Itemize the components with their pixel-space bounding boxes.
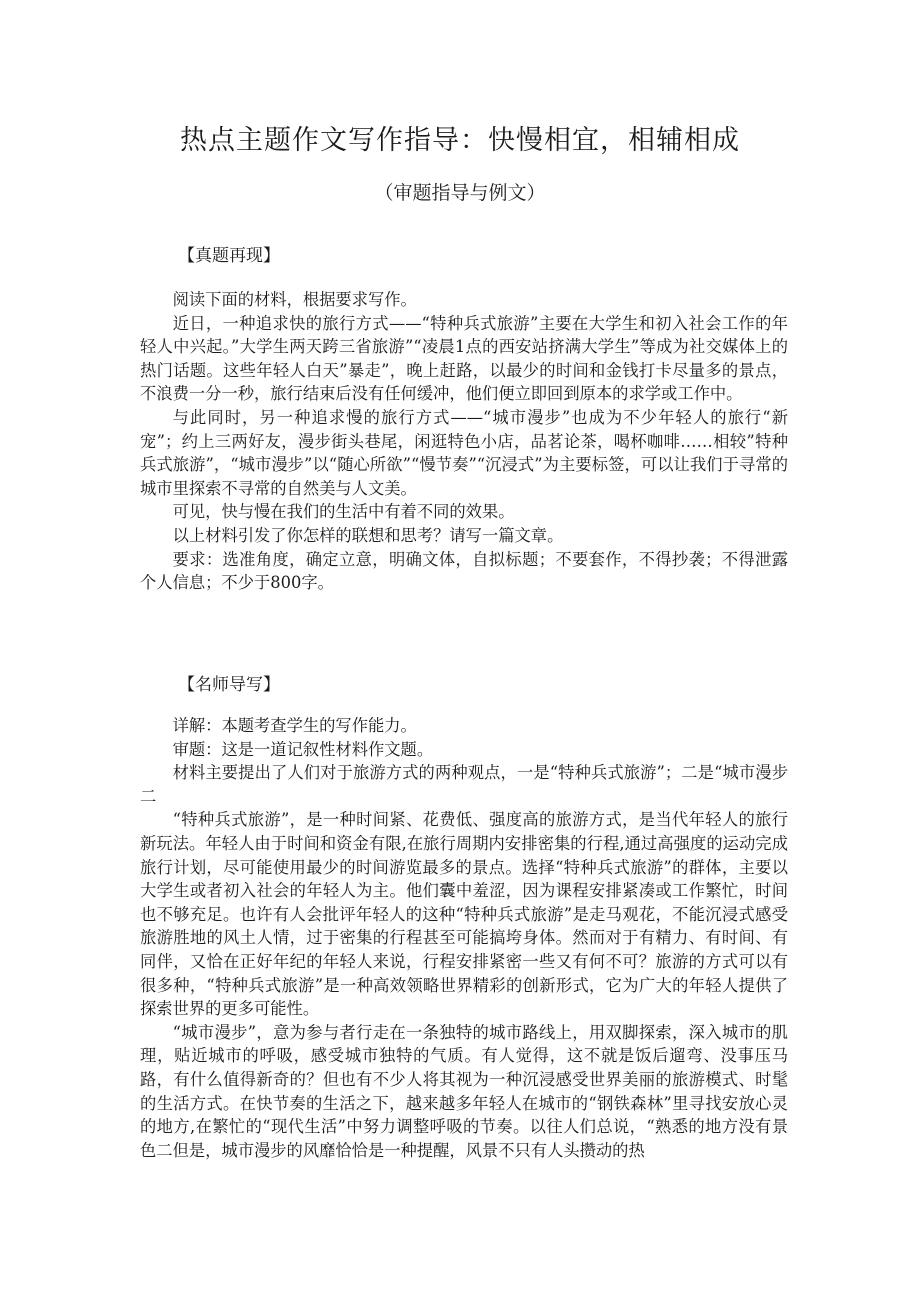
paragraph: 以上材料引发了你怎样的联想和思考？请写一篇文章。: [172, 525, 564, 545]
paragraph: 可见，快与慢在我们的生活中有着不同的效果。: [172, 502, 515, 522]
document-subtitle: （审题指导与例文）: [374, 182, 546, 204]
section-heading-guide: 【名师导写】: [178, 675, 280, 695]
paragraph: 材料主要提出了人们对于旅游方式的两种观点，一是“特种兵式旅游”；二是“城市漫步二: [140, 763, 788, 806]
section-body-exam: [140, 288, 788, 595]
paragraph: “城市漫步”，意为参与者行走在一条独特的城市路线上，用双脚探索，深入城市的肌理，贴近城市的呼吸，感受城市独特的气质。有人觉得，这不就是饭后遛弯、没事压马路，有什么值得新奇的？但也有不少人将其视为一种沉浸感受世界美丽的旅游模式、时髦的生活方式。在快节奏的生活之下，越来越多年轻人在城市的“钢铁森林”里寻找安放心灵的地方,在繁忙的“现代生活”中努力调整呼吸的节奏。以往人们总说，“熟悉的地方没有景色二但是，城市漫步的风靡恰恰是一种提醒，风景不只有人头攒动的热: [140, 1022, 788, 1160]
paragraph: 近日，一种追求快的旅行方式——“特种兵式旅游”主要在大学生和初入社会工作的年轻人中兴起。”大学生两天跨三省旅游”“凌晨1点的西安站挤满大学生”等成为社交媒体上的热门话题。这些年轻人白天”暴走”，晚上赶路，以最少的时间和金钱打卡尽量多的景点，不浪费一分一秒，旅行结束后没有任何缓冲，他们便立即回到原本的求学或工作中。: [140, 313, 788, 404]
document-title: 热点主题作文写作指导：快慢相宜，相辅相成: [180, 125, 740, 156]
paragraph: 阅读下面的材料，根据要求写作。: [172, 290, 417, 309]
paragraph: 与此同时，另一种追求慢的旅行方式——“城市漫步”也成为不少年轻人的旅行“新宠”；约上三两好友，漫步街头巷尾，闲逛特色小店，品茗论茶，喝杯咖啡……相较”特种兵式旅游”，“城市漫步”以“随心所欲”“慢节奏”“沉浸式”为主要标签，可以让我们于寻常的城市里探索不寻常的自然美与人文美。: [140, 407, 788, 498]
paragraph: 审题：这是一道记叙性材料作文题。: [172, 739, 434, 759]
section-body-guide: [140, 714, 788, 1162]
paragraph: 详解：本题考查学生的写作能力。: [172, 716, 417, 735]
section-heading-exam: 【真题再现】: [178, 246, 280, 266]
paragraph: “特种兵式旅游”，是一种时间紧、花费低、强度高的旅游方式，是当代年轻人的旅行新玩法。年轻人由于时间和资金有限,在旅行周期内安排密集的行程,通过高强度的运动完成旅行计划，尽可能使用最少的时间游览最多的景点。选择“特种兵式旅游”的群体，主要以大学生或者初入社会的年轻人为主。他们囊中羞涩，因为课程安排紧凑或工作繁忙，时间也不够充足。也许有人会批评年轻人的这种“特种兵式旅游”是走马观花，不能沉浸式感受旅游胜地的风土人情，过于密集的行程甚至可能搞垮身体。然而对于有精力、有时间、有同伴，又恰在正好年纪的年轻人来说，行程安排紧密一些又有何不可？旅游的方式可以有很多种，“特种兵式旅游”是一种高效领略世界精彩的创新形式，它为广大的年轻人提供了探索世界的更多可能性。: [140, 810, 788, 1019]
paragraph: 要求：选准角度，确定立意，明确文体，自拟标题；不要套作，不得抄袭；不得泄露个人信息；不少于800字。: [140, 549, 788, 593]
